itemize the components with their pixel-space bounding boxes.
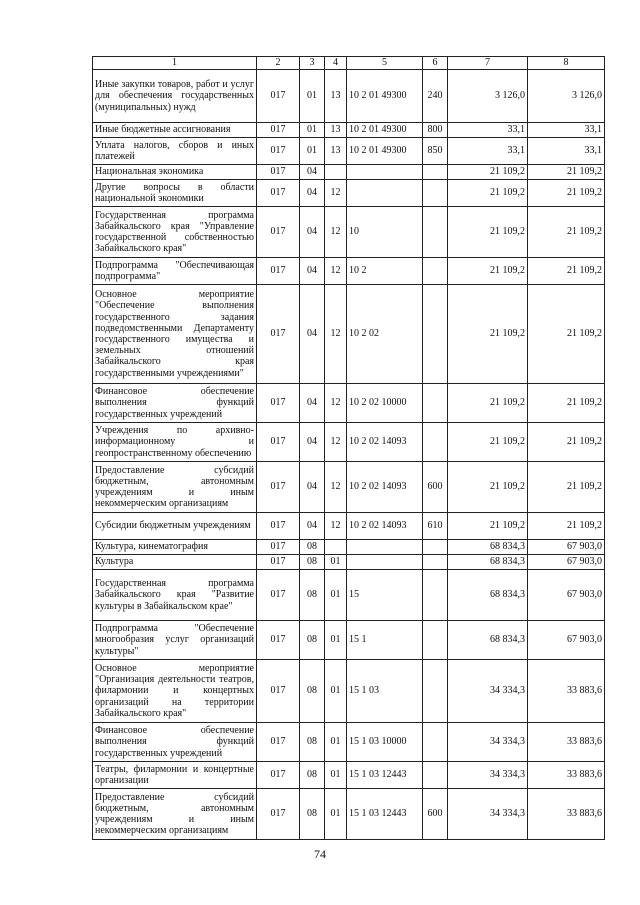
cell-subsection: 12: [325, 180, 347, 207]
cell-target-article: 15 1 03 12443: [347, 789, 423, 840]
cell-section: 08: [300, 621, 325, 660]
cell-expense-type: 240: [423, 70, 448, 123]
cell-section: 01: [300, 70, 325, 123]
cell-admin-code: 017: [257, 423, 300, 462]
cell-target-article: 10 2 02 14093: [347, 462, 423, 513]
column-header: 8: [528, 57, 605, 70]
cell-amount-8: 33 883,6: [528, 660, 605, 723]
cell-expense-type: [423, 258, 448, 285]
cell-amount-7: 68 834,3: [448, 555, 528, 570]
cell-amount-8: 21 109,2: [528, 384, 605, 423]
cell-expense-type: 600: [423, 789, 448, 840]
cell-admin-code: 017: [257, 123, 300, 138]
cell-amount-8: 33,1: [528, 138, 605, 165]
cell-target-article: 15 1 03: [347, 660, 423, 723]
table-row: [93, 384, 605, 423]
header-row: [93, 57, 605, 70]
cell-expense-type: [423, 570, 448, 621]
cell-section: 04: [300, 423, 325, 462]
cell-expense-type: [423, 621, 448, 660]
cell-target-article: 10 2 02 14093: [347, 513, 423, 540]
cell-subsection: 12: [325, 513, 347, 540]
cell-subsection: 01: [325, 789, 347, 840]
row-name: Учреждения по архивно-информационному и геопространственному обеспечению: [93, 423, 257, 462]
cell-amount-7: 33,1: [448, 138, 528, 165]
cell-amount-8: 3 126,0: [528, 70, 605, 123]
cell-admin-code: 017: [257, 207, 300, 258]
column-header: 3: [300, 57, 325, 70]
cell-target-article: 10 2 01 49300: [347, 123, 423, 138]
cell-section: 08: [300, 762, 325, 789]
cell-section: 04: [300, 513, 325, 540]
cell-section: 08: [300, 570, 325, 621]
cell-admin-code: 017: [257, 70, 300, 123]
cell-expense-type: [423, 285, 448, 384]
cell-section: 08: [300, 723, 325, 762]
row-name: Иные закупки товаров, работ и услуг для обеспечения государственных (муниципальных) нужд: [93, 70, 257, 123]
cell-admin-code: 017: [257, 789, 300, 840]
row-name: Государственная программа Забайкальского края "Развитие культуры в Забайкальском крае": [93, 570, 257, 621]
cell-amount-8: 33 883,6: [528, 789, 605, 840]
table-row: [93, 423, 605, 462]
table-row: [93, 762, 605, 789]
column-header: 5: [347, 57, 423, 70]
column-header: 4: [325, 57, 347, 70]
table-row: [93, 70, 605, 123]
cell-amount-7: 21 109,2: [448, 285, 528, 384]
cell-admin-code: 017: [257, 723, 300, 762]
cell-amount-8: 21 109,2: [528, 207, 605, 258]
cell-subsection: [325, 540, 347, 555]
cell-subsection: 01: [325, 555, 347, 570]
cell-subsection: 13: [325, 123, 347, 138]
table-row: [93, 285, 605, 384]
row-name: Предоставление субсидий бюджетным, автономным учреждениям и иным некоммерческим организациям: [93, 462, 257, 513]
cell-amount-7: 21 109,2: [448, 384, 528, 423]
cell-admin-code: 017: [257, 462, 300, 513]
cell-subsection: 12: [325, 285, 347, 384]
cell-admin-code: 017: [257, 540, 300, 555]
cell-amount-8: 67 903,0: [528, 555, 605, 570]
cell-subsection: 12: [325, 258, 347, 285]
cell-amount-7: 3 126,0: [448, 70, 528, 123]
row-name: Государственная программа Забайкальского края "Управление государственной собственностью Забайкальского края": [93, 207, 257, 258]
cell-section: 04: [300, 384, 325, 423]
cell-amount-8: 21 109,2: [528, 165, 605, 180]
row-name: Культура: [93, 555, 257, 570]
cell-amount-8: 33 883,6: [528, 762, 605, 789]
cell-section: 04: [300, 462, 325, 513]
table-row: [93, 789, 605, 840]
cell-target-article: [347, 180, 423, 207]
cell-target-article: 10 2 02 14093: [347, 423, 423, 462]
cell-amount-8: 21 109,2: [528, 462, 605, 513]
cell-admin-code: 017: [257, 165, 300, 180]
cell-admin-code: 017: [257, 138, 300, 165]
row-name: Субсидии бюджетным учреждениям: [93, 513, 257, 540]
cell-admin-code: 017: [257, 570, 300, 621]
cell-section: 04: [300, 180, 325, 207]
cell-expense-type: [423, 540, 448, 555]
cell-admin-code: 017: [257, 555, 300, 570]
cell-expense-type: 610: [423, 513, 448, 540]
page-number: 74: [314, 847, 326, 861]
cell-amount-7: 21 109,2: [448, 423, 528, 462]
cell-amount-7: 21 109,2: [448, 165, 528, 180]
cell-expense-type: 800: [423, 123, 448, 138]
column-header: 6: [423, 57, 448, 70]
row-name: Уплата налогов, сборов и иных платежей: [93, 138, 257, 165]
table-row: [93, 207, 605, 258]
table-row: [93, 723, 605, 762]
row-name: Финансовое обеспечение выполнения функций государственных учреждений: [93, 723, 257, 762]
row-name: Предоставление субсидий бюджетным, автономным учреждениям и иным некоммерческим организациям: [93, 789, 257, 840]
cell-amount-8: 67 903,0: [528, 570, 605, 621]
cell-section: 01: [300, 138, 325, 165]
cell-section: 04: [300, 258, 325, 285]
cell-target-article: 10 2 02: [347, 285, 423, 384]
cell-amount-8: 67 903,0: [528, 621, 605, 660]
cell-expense-type: [423, 180, 448, 207]
cell-expense-type: [423, 555, 448, 570]
cell-admin-code: 017: [257, 285, 300, 384]
table-row: [93, 555, 605, 570]
cell-admin-code: 017: [257, 660, 300, 723]
row-name: Театры, филармонии и концертные организации: [93, 762, 257, 789]
table-row: [93, 462, 605, 513]
table-row: [93, 258, 605, 285]
cell-subsection: 01: [325, 762, 347, 789]
cell-subsection: 12: [325, 207, 347, 258]
cell-target-article: [347, 540, 423, 555]
cell-section: 04: [300, 165, 325, 180]
cell-expense-type: [423, 423, 448, 462]
cell-target-article: [347, 555, 423, 570]
table-row: [93, 138, 605, 165]
column-header: 7: [448, 57, 528, 70]
cell-admin-code: 017: [257, 513, 300, 540]
cell-amount-8: 67 903,0: [528, 540, 605, 555]
cell-amount-7: 68 834,3: [448, 540, 528, 555]
table-row: [93, 513, 605, 540]
cell-target-article: 15 1 03 12443: [347, 762, 423, 789]
cell-target-article: [347, 165, 423, 180]
row-name: Подпрограмма "Обеспечивающая подпрограмма": [93, 258, 257, 285]
column-header: 2: [257, 57, 300, 70]
cell-amount-8: 33 883,6: [528, 723, 605, 762]
cell-amount-7: 33,1: [448, 123, 528, 138]
cell-amount-7: 21 109,2: [448, 513, 528, 540]
cell-section: 08: [300, 789, 325, 840]
table-row: [93, 165, 605, 180]
cell-amount-7: 21 109,2: [448, 180, 528, 207]
row-name: Национальная экономика: [93, 165, 257, 180]
row-name: Основное мероприятие "Обеспечение выполнения государственного задания подведомственными Департаменту государственного имущества и земельных отношений Забайкальского края государственными учреждениями": [93, 285, 257, 384]
table-row: [93, 180, 605, 207]
cell-expense-type: [423, 723, 448, 762]
cell-amount-7: 68 834,3: [448, 621, 528, 660]
budget-table: [92, 56, 605, 840]
cell-subsection: 01: [325, 621, 347, 660]
cell-amount-8: 21 109,2: [528, 258, 605, 285]
cell-amount-7: 34 334,3: [448, 789, 528, 840]
cell-amount-8: 21 109,2: [528, 423, 605, 462]
cell-amount-7: 21 109,2: [448, 258, 528, 285]
cell-admin-code: 017: [257, 180, 300, 207]
table-body: [93, 70, 605, 840]
cell-target-article: 10 2 01 49300: [347, 70, 423, 123]
table-row: [93, 540, 605, 555]
cell-amount-7: 21 109,2: [448, 462, 528, 513]
cell-amount-7: 34 334,3: [448, 762, 528, 789]
cell-subsection: 01: [325, 570, 347, 621]
cell-subsection: 13: [325, 70, 347, 123]
cell-expense-type: [423, 165, 448, 180]
cell-section: 04: [300, 207, 325, 258]
cell-amount-7: 34 334,3: [448, 660, 528, 723]
cell-section: 08: [300, 555, 325, 570]
cell-admin-code: 017: [257, 258, 300, 285]
cell-section: 04: [300, 285, 325, 384]
cell-subsection: 13: [325, 138, 347, 165]
cell-section: 08: [300, 540, 325, 555]
cell-amount-7: 68 834,3: [448, 570, 528, 621]
cell-amount-8: 33,1: [528, 123, 605, 138]
cell-subsection: [325, 165, 347, 180]
cell-subsection: 12: [325, 423, 347, 462]
cell-expense-type: [423, 660, 448, 723]
cell-expense-type: 850: [423, 138, 448, 165]
row-name: Финансовое обеспечение выполнения функций государственных учреждений: [93, 384, 257, 423]
table-row: [93, 123, 605, 138]
row-name: Культура, кинематография: [93, 540, 257, 555]
cell-expense-type: [423, 207, 448, 258]
cell-target-article: 10: [347, 207, 423, 258]
cell-expense-type: [423, 384, 448, 423]
cell-target-article: 15 1 03 10000: [347, 723, 423, 762]
cell-amount-7: 34 334,3: [448, 723, 528, 762]
cell-subsection: 12: [325, 462, 347, 513]
cell-subsection: 01: [325, 660, 347, 723]
cell-amount-8: 21 109,2: [528, 513, 605, 540]
cell-expense-type: 600: [423, 462, 448, 513]
cell-amount-8: 21 109,2: [528, 180, 605, 207]
cell-section: 01: [300, 123, 325, 138]
cell-admin-code: 017: [257, 762, 300, 789]
cell-target-article: 10 2 02 10000: [347, 384, 423, 423]
cell-target-article: 10 2: [347, 258, 423, 285]
cell-amount-8: 21 109,2: [528, 285, 605, 384]
cell-expense-type: [423, 762, 448, 789]
table-row: [93, 660, 605, 723]
table-row: [93, 570, 605, 621]
row-name: Подпрограмма "Обеспечение многообразия услуг организаций культуры": [93, 621, 257, 660]
row-name: Иные бюджетные ассигнования: [93, 123, 257, 138]
cell-admin-code: 017: [257, 384, 300, 423]
column-header: 1: [93, 57, 257, 70]
cell-target-article: 15: [347, 570, 423, 621]
row-name: Основное мероприятие "Организация деятельности театров, филармонии и концертных организаций на территории Забайкальского края": [93, 660, 257, 723]
cell-subsection: 12: [325, 384, 347, 423]
cell-section: 08: [300, 660, 325, 723]
cell-admin-code: 017: [257, 621, 300, 660]
cell-target-article: 10 2 01 49300: [347, 138, 423, 165]
cell-subsection: 01: [325, 723, 347, 762]
row-name: Другие вопросы в области национальной экономики: [93, 180, 257, 207]
cell-target-article: 15 1: [347, 621, 423, 660]
cell-amount-7: 21 109,2: [448, 207, 528, 258]
table-row: [93, 621, 605, 660]
